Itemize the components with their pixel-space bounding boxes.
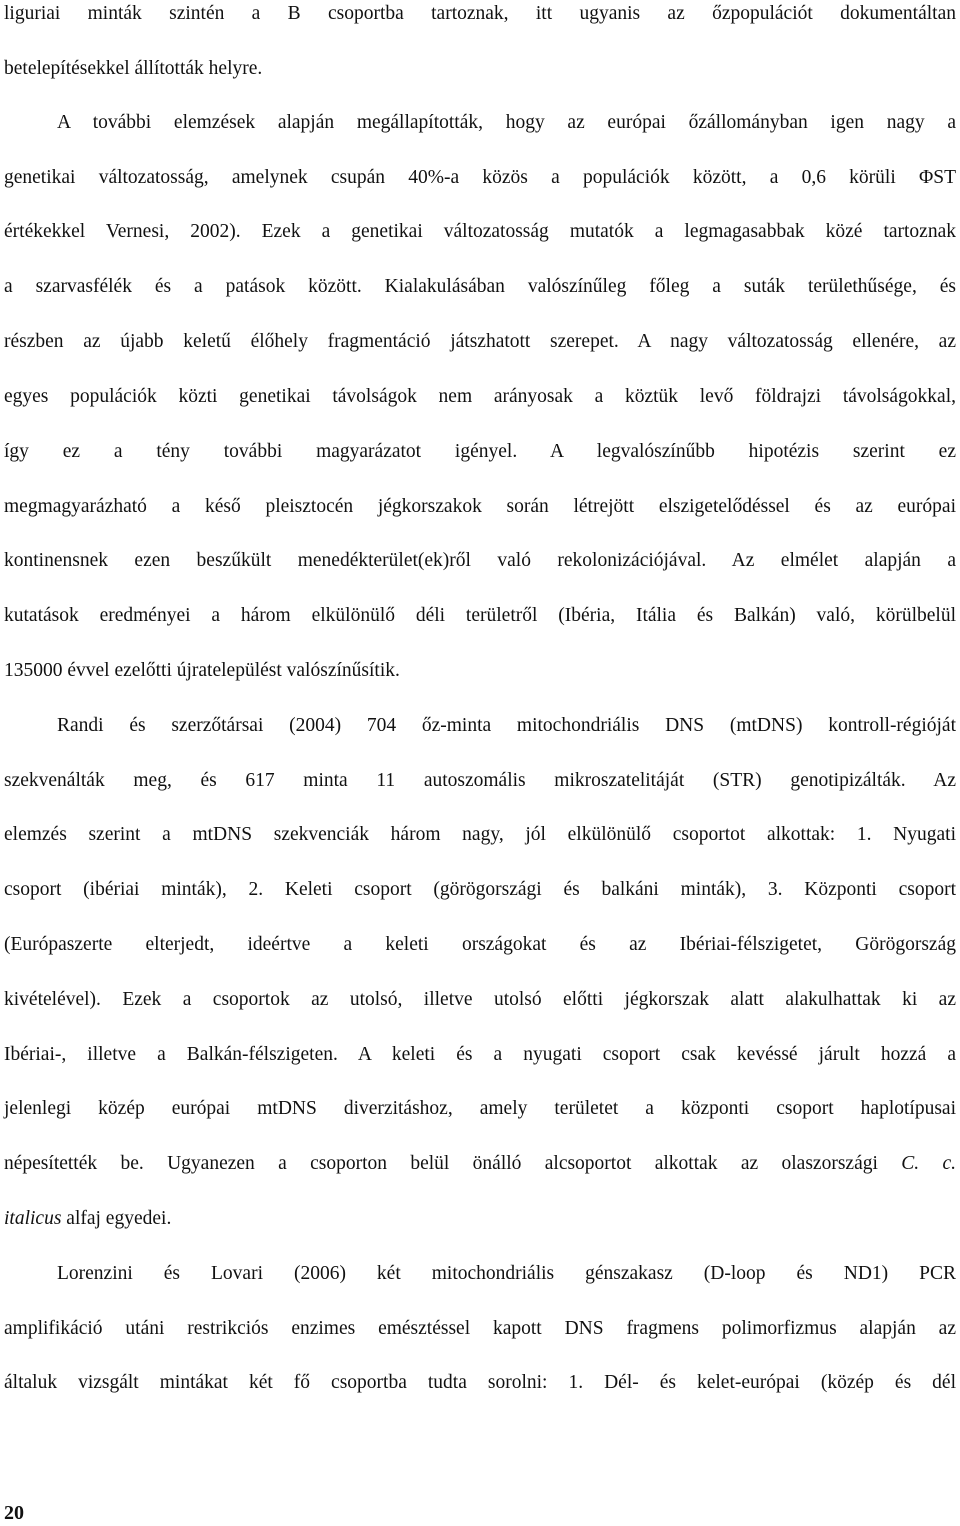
text-line-12: kutatások eredményei a három elkülönülő déli területről (Ibéria, Itália és Balkán) való, körülbelül	[4, 605, 956, 626]
text-line-20: Ibériai-, illetve a Balkán-félszigeten. A keleti és a nyugati csoport csak kevéssé járult hozzá a	[4, 1044, 956, 1065]
text-line-16: elemzés szerint a mtDNS szekvenciák három nagy, jól elkülönülő csoportot alkottak: 1. Nyugati	[4, 824, 956, 845]
text-line-3: A további elemzések alapján megállapították, hogy az európai őzállományban igen nagy a	[57, 112, 956, 133]
page-number: 20	[4, 1502, 24, 1524]
text-line-24: Lorenzini és Lovari (2006) két mitochondriális génszakasz (D-loop és ND1) PCR	[57, 1263, 956, 1284]
text-line-5: értékekkel Vernesi, 2002). Ezek a genetikai változatosság mutatók a legmagasabbak közé tartoznak	[4, 221, 956, 242]
text-line-21: jelenlegi közép európai mtDNS diverzitáshoz, amely területet a központi csoport haplotípusai	[4, 1098, 956, 1119]
text-line-14: Randi és szerzőtársai (2004) 704 őz-minta mitochondriális DNS (mtDNS) kontroll-régióját	[57, 715, 956, 736]
text-line-9: így ez a tény további magyarázatot igényel. A legvalószínűbb hipotézis szerint ez	[4, 441, 956, 462]
taxon-genus-species-abbrev: C. c.	[901, 1153, 956, 1174]
text-line-19: kivételével). Ezek a csoportok az utolsó, illetve utolsó előtti jégkorszak alatt alakulhattak ki az	[4, 989, 956, 1010]
text-line-8: egyes populációk közti genetikai távolságok nem arányosak a köztük levő földrajzi távolságokkal,	[4, 386, 956, 407]
text-line-18: (Európaszerte elterjedt, ideértve a keleti országokat és az Ibériai-félszigetet, Görögország	[4, 934, 956, 955]
text-line-23-rest: alfaj egyedei.	[66, 1208, 172, 1229]
text-line-22-main: népesítették be. Ugyanezen a csoporton belül önálló alcsoportot alkottak az olaszországi	[4, 1153, 878, 1174]
text-line-10: megmagyarázható a késő pleisztocén jégkorszakok során létrejött elszigetelődéssel és az európai	[4, 496, 956, 517]
text-line-22	[4, 1151, 956, 1177]
text-line-23	[4, 1206, 956, 1232]
text-line-15: szekvenálták meg, és 617 minta 11 autoszomális mikroszatelitáját (STR) genotipizálták. Az	[4, 770, 956, 791]
text-line-11: kontinensnek ezen beszűkült menedékterület(ek)ről való rekolonizációjával. Az elmélet alapján a	[4, 550, 956, 571]
text-line-25: amplifikáció utáni restrikciós enzimes emésztéssel kapott DNS fragmens polimorfizmus alapján az	[4, 1318, 956, 1339]
text-line-17: csoport (ibériai minták), 2. Keleti csoport (görögországi és balkáni minták), 3. Központi csoport	[4, 879, 956, 900]
taxon-subspecies: italicus	[4, 1208, 62, 1229]
text-line-1: liguriai minták szintén a B csoportba tartoznak, itt ugyanis az őzpopulációt dokumentáltan	[4, 3, 956, 24]
text-line-2: betelepítésekkel állították helyre.	[4, 58, 263, 79]
text-line-13: 135000 évvel ezelőtti újratelepülést valószínűsítik.	[4, 660, 400, 681]
text-line-26: általuk vizsgált mintákat két fő csoportba tudta sorolni: 1. Dél- és kelet-európai (közép és dél	[4, 1372, 956, 1393]
text-line-4: genetikai változatosság, amelynek csupán 40%-a közös a populációk között, a 0,6 körüli ΦST	[4, 167, 956, 188]
text-line-7: részben az újabb keletű élőhely fragmentáció játszhatott szerepet. A nagy változatosság ellenére, az	[4, 331, 956, 352]
text-line-6: a szarvasfélék és a patások között. Kialakulásában valószínűleg főleg a suták területhűsége, és	[4, 276, 956, 297]
